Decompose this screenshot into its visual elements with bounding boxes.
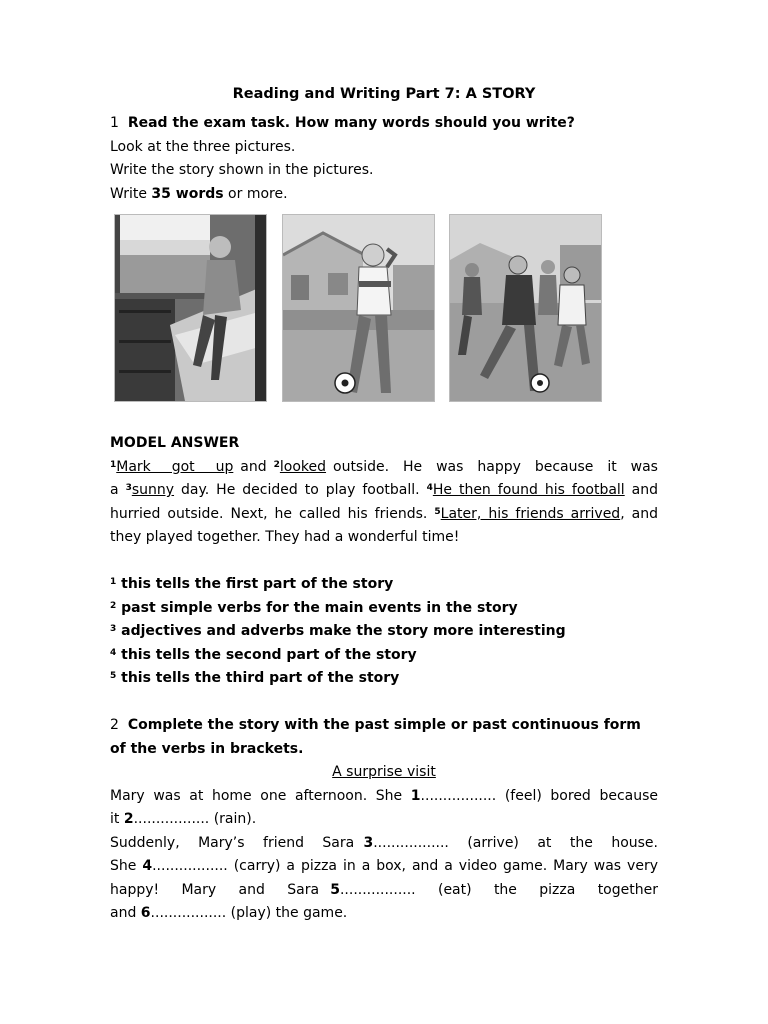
note-2: $^2$ past simple verbs for the main events in the story (110, 599, 518, 616)
worksheet (110, 82, 658, 926)
task2-heading-line-1: 2 Complete the story with the past simple or past continuous form (110, 717, 641, 733)
task1-line-3: Write 35 words or more. (110, 185, 288, 202)
task1-line-2: Write the story shown in the pictures. (110, 162, 374, 178)
note-3: $^3$ adjectives and adverbs make the story more interesting (110, 623, 566, 639)
model-answer-heading: MODEL ANSWER (110, 435, 240, 451)
boy-at-window-illustration (115, 215, 266, 401)
story-title: A surprise visit (332, 764, 436, 780)
boy-on-phone-with-football-picture (282, 214, 435, 402)
page-title: Reading and Writing Part 7: A STORY (232, 86, 536, 102)
task1-heading: 1 Read the exam task. How many words should you write? (110, 115, 575, 131)
boys-playing-football-illustration (450, 215, 601, 401)
story-pictures (110, 214, 658, 402)
story-line-6: and 6................. (play) the game. (110, 905, 348, 921)
note-5: $^5$ this tells the third part of the story (110, 670, 400, 686)
task2-heading-line-2: of the verbs in brackets. (110, 740, 304, 757)
task1-line-1: Look at the three pictures. (110, 138, 296, 155)
story-line-2: it 2................. (rain). (110, 811, 257, 827)
story-line-5: happy! Mary and Sara 5................. (eat) the pizza together (110, 881, 658, 898)
story-line-1: Mary was at home one afternoon. She 1................. (feel) bored because (110, 787, 659, 804)
boy-at-window-picture (114, 214, 267, 402)
model-answer-line-1: $^1$Mark got up and $^2$looked outside. He was happy because it was (110, 458, 658, 475)
model-answer-line-3: hurried outside. Next, he called his friends. $^5$Later, his friends arrived, and (110, 505, 659, 522)
story-line-4: She 4................. (carry) a pizza in a box, and a video game. Mary was very (110, 858, 658, 874)
boy-on-phone-illustration (283, 215, 434, 401)
model-answer-line-2: a $^3$sunny day. He decided to play football. $^4$He then found his football and (110, 482, 658, 498)
model-answer-line-4: they played together. They had a wonderful time! (110, 529, 460, 545)
boys-playing-football-picture (449, 214, 602, 402)
story-line-3: Suddenly, Mary’s friend Sara 3................. (arrive) at the house. (110, 834, 658, 851)
note-1: $^1$ this tells the first part of the story (110, 576, 394, 592)
note-4: $^4$ this tells the second part of the story (110, 646, 417, 663)
